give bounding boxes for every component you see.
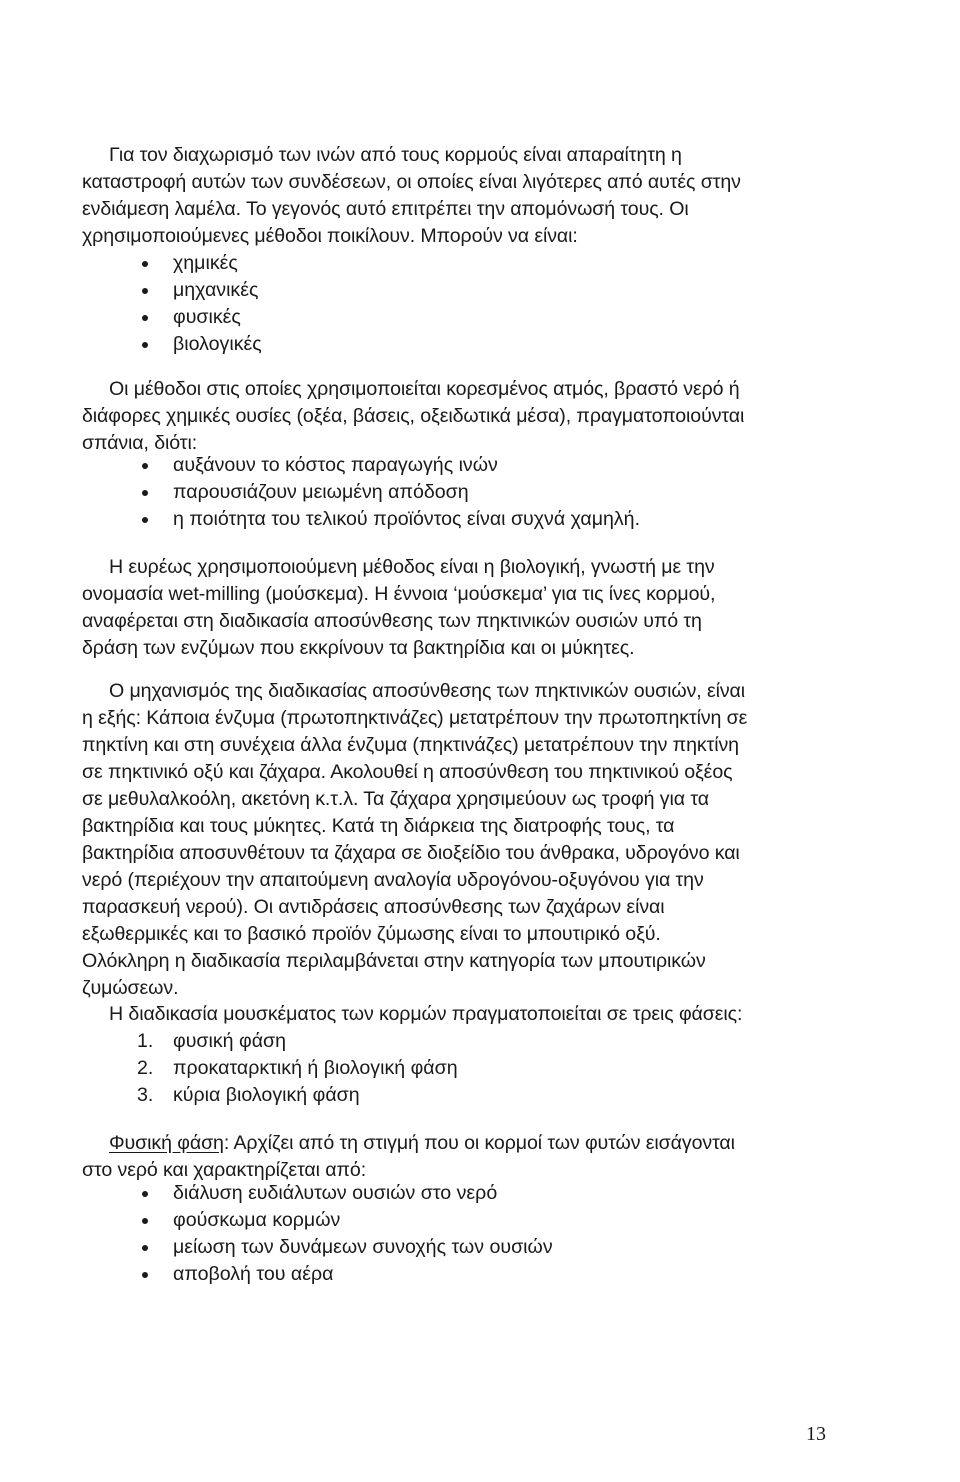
list-item: 2. προκαταρκτική ή βιολογική φάση (173, 1055, 458, 1082)
paragraph-line: Ο μηχανισμός της διαδικασίας αποσύνθεσης των πηκτινικών ουσιών, είναι (109, 680, 746, 702)
list-number: 1. (137, 1030, 154, 1052)
paragraph-methods-rare (82, 376, 745, 457)
list-item: παρουσιάζουν μειωμένη απόδοση (173, 479, 640, 506)
bullet-icon (142, 1245, 148, 1251)
paragraph-intro (82, 142, 741, 250)
list-item: βιολογικές (173, 331, 262, 358)
paragraph-line: παρασκευή νερού). Οι αντιδράσεις αποσύνθεσης των ζαχάρων είναι (82, 896, 665, 918)
paragraph-line: αναφέρεται στη διαδικασία αποσύνθεσης των πηκτινικών ουσιών υπό τη (82, 610, 702, 632)
bullet-icon (142, 1218, 148, 1224)
paragraph-line: Ολόκληρη η διαδικασία περιλαμβάνεται στην κατηγορία των μπουτιρικών (82, 950, 706, 972)
paragraph-line: βακτηρίδια αποσυνθέτουν τα ζάχαρα σε διοξείδιο του άνθρακα, υδρογόνο και (82, 842, 740, 864)
paragraph-line: Για τον διαχωρισμό των ινών από τους κορμούς είναι απαραίτητη η (109, 144, 682, 166)
paragraph-line: πηκτίνη και στη συνέχεια άλλα ένζυμα (πηκτινάζες) μετατρέπουν την πηκτίνη (82, 734, 739, 756)
list-number: 3. (137, 1084, 154, 1106)
reasons-list (173, 452, 640, 533)
paragraph-line: Η ευρέως χρησιμοποιούμενη μέθοδος είναι η βιολογική, γνωστή με την (109, 556, 715, 578)
bullet-icon (142, 288, 148, 294)
bullet-icon (142, 490, 148, 496)
list-item: αυξάνουν το κόστος παραγωγής ινών (173, 452, 640, 479)
list-number: 2. (137, 1057, 154, 1079)
paragraph-line: σπάνια, διότι: (82, 432, 198, 454)
list-item: η ποιότητα του τελικού προϊόντος είναι συχνά χαμηλή. (173, 506, 640, 533)
paragraph-line: δράση των ενζύμων που εκκρίνουν τα βακτηρίδια και οι μύκητες. (82, 637, 635, 659)
list-item: 3. κύρια βιολογική φάση (173, 1082, 458, 1109)
bullet-icon (142, 517, 148, 523)
paragraph-line: χρησιμοποιούμενες μέθοδοι ποικίλουν. Μπορούν να είναι: (82, 225, 578, 247)
list-item: χημικές (173, 250, 262, 277)
list-item: μηχανικές (173, 277, 262, 304)
paragraph-line: Φυσική φάση: Αρχίζει από τη στιγμή που οι κορμοί των φυτών εισάγονται (109, 1132, 735, 1154)
paragraph-mechanism (82, 678, 748, 1002)
phases-list (137, 1028, 458, 1109)
list-item: μείωση των δυνάμεων συνοχής των ουσιών (173, 1234, 553, 1261)
paragraph-line: η εξής: Κάποια ένζυμα (πρωτοπηκτινάζες) μετατρέπουν την πρωτοπηκτίνη σε (82, 707, 748, 729)
paragraph-line: καταστροφή αυτών των συνδέσεων, οι οποίες είναι λιγότερες από αυτές στην (82, 171, 741, 193)
physical-phase-list (173, 1180, 553, 1288)
list-item: φούσκωμα κορμών (173, 1207, 553, 1234)
page-number: 13 (806, 1423, 826, 1445)
paragraph-line: ονομασία wet-milling (μούσκεμα). Η έννοια ‘μούσκεμα’ για τις ίνες κορμού, (82, 583, 716, 605)
paragraph-line: Οι μέθοδοι στις οποίες χρησιμοποιείται κορεσμένος ατμός, βραστό νερό ή (109, 378, 740, 400)
methods-list (173, 250, 262, 358)
paragraph-line: βακτηρίδια και τους μύκητες. Κατά τη διάρκεια της διατροφής τους, τα (82, 815, 675, 837)
paragraph-line: νερό (περιέχουν την απαιτούμενη αναλογία υδρογόνου-οξυγόνου για την (82, 869, 704, 891)
paragraph-line: στο νερό και χαρακτηρίζεται από: (82, 1159, 367, 1181)
paragraph-line: ενδιάμεση λαμέλα. Το γεγονός αυτό επιτρέπει την απομόνωσή τους. Οι (82, 198, 689, 220)
bullet-icon (142, 315, 148, 321)
list-item: διάλυση ευδιάλυτων ουσιών στο νερό (173, 1180, 553, 1207)
paragraph-line: εξωθερμικές και το βασικό προϊόν ζύμωσης είναι το μπουτιρικό οξύ. (82, 923, 661, 945)
bullet-icon (142, 1272, 148, 1278)
bullet-icon (142, 463, 148, 469)
paragraph-phases-intro (109, 1001, 742, 1028)
paragraph-line: Η διαδικασία μουσκέματος των κορμών πραγματοποιείται σε τρεις φάσεις: (109, 1003, 743, 1025)
list-item: φυσικές (173, 304, 262, 331)
paragraph-physical-phase (82, 1130, 735, 1184)
list-item: αποβολή του αέρα (173, 1261, 553, 1288)
list-item: 1. φυσική φάση (173, 1028, 458, 1055)
paragraph-line: σε πηκτινικό οξύ και ζάχαρα. Ακολουθεί η αποσύνθεση του πηκτινικού οξέος (82, 761, 733, 783)
bullet-icon (142, 261, 148, 267)
bullet-icon (142, 1191, 148, 1197)
paragraph-line: σε μεθυλαλκοόλη, ακετόνη κ.τ.λ. Τα ζάχαρα χρησιμεύουν ως τροφή για τα (82, 788, 709, 810)
bullet-icon (142, 342, 148, 348)
paragraph-wet-milling (82, 554, 716, 662)
paragraph-line: διάφορες χημικές ουσίες (οξέα, βάσεις, οξειδωτικά μέσα), πραγματοποιούνται (82, 405, 745, 427)
section-heading: Φυσική φάση (109, 1132, 224, 1154)
paragraph-line: ζυμώσεων. (82, 977, 179, 999)
